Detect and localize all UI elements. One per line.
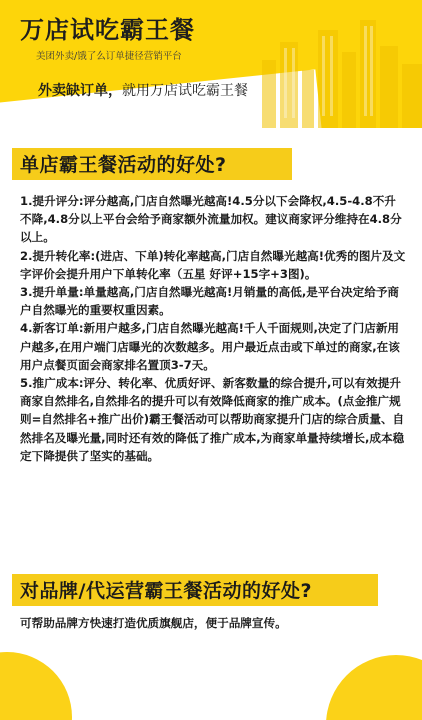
benefit-paragraph: 2.提升转化率:(进店、下单)转化率越高,门店自然曝光越高!优秀的图片及文字评价会提升用户下单转化率（五星 好评+15字+3图)。 <box>20 248 406 281</box>
hero-title: 万店试吃霸王餐 <box>20 16 195 44</box>
decorative-circle-right <box>326 655 422 720</box>
section2-heading: 对品牌/代运营霸王餐活动的好处? <box>20 580 312 602</box>
brand-benefit-paragraph: 可帮助品牌方快速打造优质旗舰店，便于品牌宣传。 <box>20 616 287 630</box>
hero-subtitle: 美团外卖/饿了么订单捷径营销平台 <box>36 51 182 62</box>
section2-body <box>20 614 406 632</box>
section1-heading: 单店霸王餐活动的好处? <box>20 154 227 176</box>
hero-slogan <box>38 80 248 100</box>
hero-slogan-light: 就用万店试吃霸王餐 <box>122 83 248 99</box>
benefit-paragraph: 5.推广成本:评分、转化率、优质好评、新客数量的综合提升,可以有效提升商家自然排名,自然排名的提升可以有效降低商家的推广成本。(点金推广规则=自然排名+推广出价)霸王餐活动可以帮助商家提升门店的综合质量、自然排名及曝光量,同时还有效的降低了推广成本,为商家单量持续增长,成本稳定下降提供了坚实的基础。 <box>20 376 405 463</box>
section1-body <box>20 192 406 465</box>
benefit-paragraph: 4.新客订单:新用户越多,门店自然曝光越高!千人千面规则,决定了门店新用户越多,在用户端门店曝光的次数越多。用户最近点击或下单过的商家,在该用户点餐页面会商家排名置顶3-7天。 <box>20 321 400 372</box>
hero-slogan-strong: 外卖缺订单， <box>38 83 122 99</box>
benefit-paragraph: 3.提升单量:单量越高,门店自然曝光越高!月销量的高低,是平台决定给予商户自然曝光的重要权重因素。 <box>20 285 400 318</box>
hero-banner <box>0 0 422 128</box>
decorative-circle-left <box>0 652 72 720</box>
city-skyline-icon <box>252 0 422 128</box>
benefit-paragraph: 1.提升评分:评分越高,门店自然曝光越高!4.5分以下会降权,4.5-4.8不升不降,4.8分以上平台会给予商家额外流量加权。建议商家评分维持在4.8分以上。 <box>20 194 402 245</box>
